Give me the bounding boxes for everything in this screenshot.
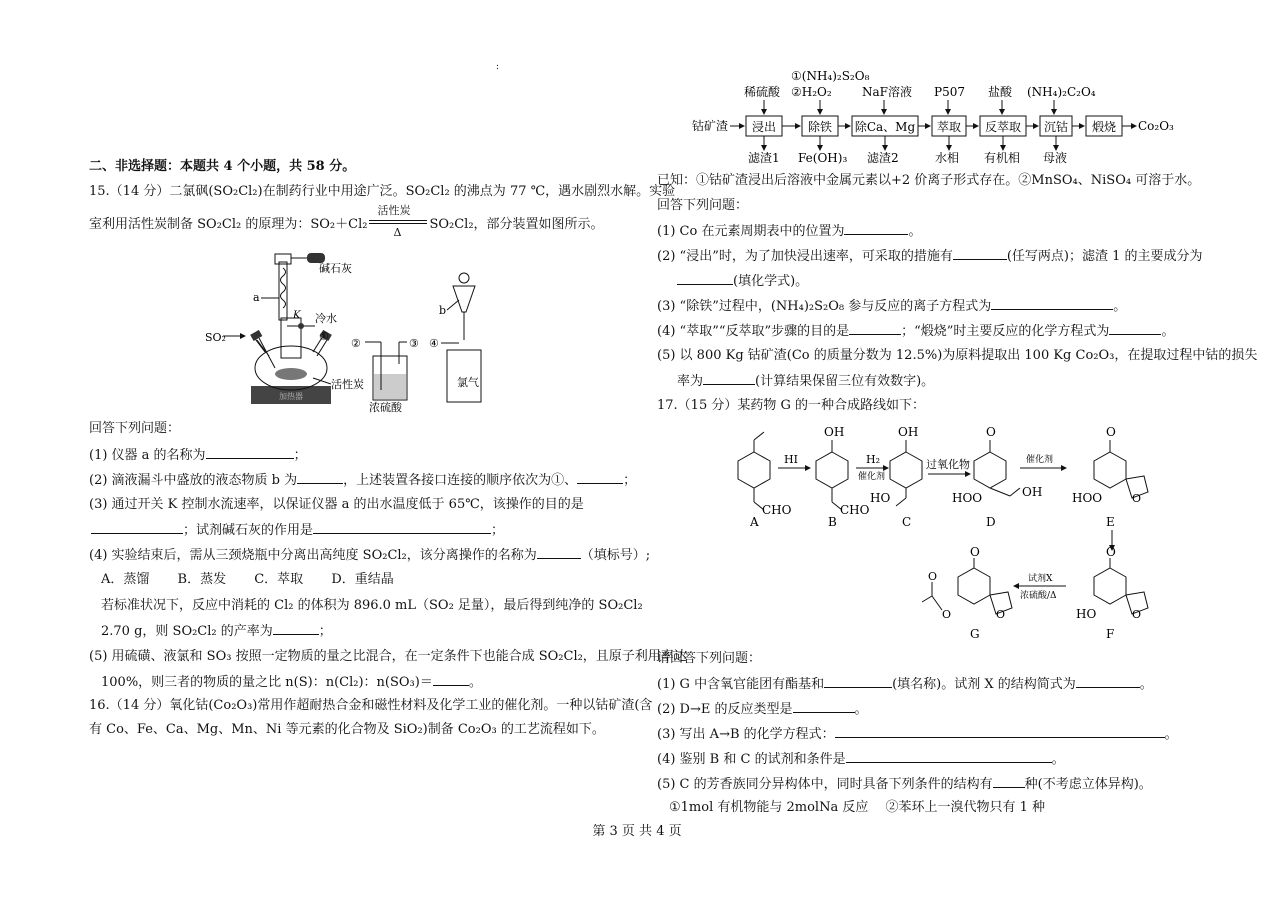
- q16-part4: [657, 322, 1174, 341]
- q16-part3: [657, 297, 1126, 316]
- q16-p2-text-mid: (任写两点)；滤渣 1 的主要成分为: [1006, 249, 1203, 264]
- q16-p4-end: 。: [1161, 324, 1175, 339]
- step-back-extraction-label: 反萃取: [984, 120, 1022, 134]
- label-g: G: [970, 627, 980, 641]
- q15-part5a: (5) 用硫磺、液氯和 SO₃ 按照一定物质的量之比混合，在一定条件下也能合成 SO₂Cl₂，且原子利用率达: [89, 649, 687, 664]
- q15-p2-end: ；: [623, 473, 637, 488]
- reagent-peroxide: 过氧化物: [926, 458, 970, 471]
- q15-part4a: [89, 546, 650, 565]
- compound-e: [1072, 425, 1148, 529]
- q15-part2: [89, 471, 636, 490]
- q16-known: 已知：①钴矿渣浸出后溶液中金属元素以+2 价离子形式存在。②MnSO₄、NiSO₄ 可溶于水。: [657, 173, 1201, 188]
- step-iron-removal-label: 除铁: [807, 120, 833, 134]
- q16-part5b: [677, 372, 934, 391]
- q16-p2-text: (2) “浸出”时，为了加快浸出速率，可采取的措施有: [657, 249, 953, 264]
- g-o-carbonyl: O: [928, 570, 938, 583]
- q17-p1-blank-group[interactable]: [824, 675, 892, 688]
- heater-label: 加热器: [279, 392, 303, 401]
- q15-p4c-end: ；: [318, 624, 332, 639]
- q16-intro-line1: 16.（14 分）氧化钴(Co₂O₃)常用作超耐热合金和磁性材料及化学工业的催化剂。一种以钴矿渣(含: [89, 698, 653, 713]
- reaction-condition-top: 活性炭: [377, 204, 411, 217]
- step-ca-mg-removal-label: 除Ca、Mg: [854, 120, 916, 134]
- reagent-p507: P507: [934, 85, 965, 99]
- q16-p3-blank[interactable]: [991, 297, 1113, 310]
- apparatus-diagram: [195, 248, 515, 413]
- q15-p4c-text: 2.70 g，则 SO₂Cl₂ 的产率为: [101, 624, 273, 639]
- reagent-naf: NaF溶液: [862, 85, 912, 99]
- q17-p3-text: (3) 写出 A→B 的化学方程式：: [657, 727, 835, 742]
- q15-p3-blank-purpose[interactable]: [91, 521, 183, 534]
- label-b: b: [439, 304, 447, 317]
- flow-start: 钴矿渣: [692, 119, 729, 133]
- q17-p5-text: (5) C 的芳香族同分异构体中，同时具备下列条件的结构有: [657, 777, 993, 792]
- q15-part3a: (3) 通过开关 K 控制水流速率，以保证仪器 a 的出水温度低于 65℃，该操作的目的是: [89, 497, 584, 512]
- so2-label: SO₂: [205, 331, 226, 344]
- step-calcination-label: 煅烧: [1091, 120, 1117, 134]
- q15-intro-line1: 15.（14 分）二氯砜(SO₂Cl₂)在制药行业中用途广泛。SO₂Cl₂ 的沸点为 77 ℃，遇水剧烈水解。实验: [89, 184, 676, 199]
- reagent-h2o2: ②H₂O₂: [791, 85, 832, 99]
- section-title: 二、非选择题：本题共 4 个小题，共 58 分。: [89, 159, 356, 174]
- q17-p1-blank-x[interactable]: [1076, 675, 1140, 688]
- reagent-hi: HI: [784, 453, 798, 466]
- reagent-catalyst-bc: 催化剂: [858, 472, 886, 482]
- q15-p5b-text: 100%，则三者的物质的量之比 n(S)：n(Cl₂)：n(SO₃)＝: [101, 675, 433, 690]
- q16-p3-end: 。: [1113, 299, 1127, 314]
- q15-p4-text: (4) 实验结束后，需从三颈烧瓶中分离出高纯度 SO₂Cl₂，该分离操作的名称为: [89, 548, 537, 563]
- q17-p5-end: 种(不考虑立体异构)。: [1024, 777, 1152, 792]
- q17-p4-end: 。: [1051, 752, 1065, 767]
- q15-p2-text2: ，上述装置各接口连接的顺序依次为①、: [343, 473, 578, 488]
- q16-p4-blank-equation[interactable]: [1109, 322, 1161, 335]
- b-cho: CHO: [840, 503, 870, 517]
- output-aqueous: 水相: [935, 151, 960, 165]
- q16-part2b: [677, 272, 808, 291]
- q16-p5-blank[interactable]: [703, 372, 755, 385]
- q17-intro: 17.（15 分）某药物 G 的一种合成路线如下：: [657, 398, 925, 413]
- q15-p1-blank[interactable]: [206, 446, 294, 459]
- q15-equation-left: 室利用活性炭制备 SO₂Cl₂ 的原理为：SO₂＋Cl₂: [89, 217, 368, 232]
- reagent-ammonium-persulfate: ①(NH₄)₂S₂O₈: [791, 69, 870, 83]
- process-flowchart: [690, 64, 1180, 170]
- reaction-arrow: [367, 204, 429, 239]
- q16-part5a: (5) 以 800 Kg 钴矿渣(Co 的质量分数为 12.5%)为原料提取出 100 Kg Co₂O₃，在提取过程中钴的损失: [657, 348, 1258, 363]
- port-1: ①: [319, 330, 329, 343]
- q17-p1-text: (1) G 中含氧官能团有酯基和: [657, 677, 825, 692]
- step-cobalt-precipitation-label: 沉钴: [1043, 120, 1069, 134]
- option-c[interactable]: C．萃取: [254, 572, 304, 587]
- f-o-top: O: [1106, 545, 1116, 559]
- c-oh-top: OH: [898, 425, 919, 439]
- reagent-catalyst-de: 催化剂: [1026, 455, 1054, 465]
- label-a: A: [750, 515, 759, 529]
- g-o-top: O: [970, 545, 980, 559]
- q17-p2-text: (2) D→E 的反应类型是: [657, 702, 793, 717]
- label-b: B: [828, 515, 837, 529]
- option-b[interactable]: B．蒸发: [177, 572, 227, 587]
- g-o-ester: O: [942, 608, 952, 621]
- q17-p5-blank[interactable]: [993, 775, 1025, 788]
- q15-p2-text: (2) 滴液漏斗中盛放的液态物质 b 为: [89, 473, 298, 488]
- label-f: F: [1106, 627, 1115, 641]
- f-ho: HO: [1076, 607, 1097, 621]
- e-o-top: O: [1106, 425, 1116, 439]
- q17-p3-end: 。: [1164, 727, 1178, 742]
- q16-answer-prompt: 回答下列问题：: [657, 198, 749, 213]
- q15-p3-text2: ；试剂碱石灰的作用是: [183, 523, 314, 538]
- dropping-funnel: [453, 286, 475, 312]
- cold-water-label: 冷水: [315, 312, 337, 325]
- reagent-x: 试剂X: [1028, 574, 1053, 584]
- activated-carbon-label: 活性炭: [331, 378, 364, 391]
- reagent-conc-h2so4: 浓硫酸/Δ: [1020, 591, 1057, 601]
- q17-p1-text-mid: (填名称)。试剂 X 的结构简式为: [892, 677, 1076, 692]
- q16-p1-end: 。: [908, 224, 922, 239]
- e-hoo: HOO: [1072, 491, 1103, 505]
- flow-product: Co₂O₃: [1138, 119, 1174, 133]
- q17-p4-blank[interactable]: [846, 750, 1052, 763]
- q15-equation-right: SO₂Cl₂，部分装置如图所示。: [429, 217, 604, 232]
- soda-lime-label: 碱石灰: [319, 262, 352, 275]
- q15-part1: [89, 446, 307, 465]
- q16-part1: [657, 222, 921, 241]
- q15-part3b: [89, 521, 504, 540]
- reagent-ammonium-oxalate: (NH₄)₂C₂O₄: [1027, 85, 1096, 99]
- q17-p1-end: 。: [1139, 677, 1153, 692]
- q15-p5-end: 。: [468, 675, 482, 690]
- compound-f: [1076, 545, 1148, 641]
- d-o: O: [986, 425, 996, 439]
- step-leach-label: 浸出: [751, 120, 777, 134]
- option-d[interactable]: D．重结晶: [331, 572, 394, 587]
- a-cho: CHO: [762, 503, 792, 517]
- q17-part5-conditions: ①1mol 有机物能与 2molNa 反应 ②苯环上一溴代物只有 1 种: [669, 800, 1046, 815]
- label-d: D: [986, 515, 996, 529]
- q17-part1: [657, 675, 1153, 694]
- label-c: C: [902, 515, 912, 529]
- d-hoo: HOO: [952, 491, 983, 505]
- q15-p4-blank-method[interactable]: [537, 546, 581, 559]
- label-a: a: [253, 291, 260, 304]
- reagent-hcl: 盐酸: [988, 85, 1013, 99]
- q17-p3-blank[interactable]: [835, 725, 1165, 738]
- q17-part5: [657, 775, 1152, 794]
- q16-p2-blank-measures[interactable]: [953, 247, 1007, 260]
- q17-p2-end: 。: [854, 702, 868, 717]
- output-residue2: 滤渣2: [867, 151, 899, 165]
- q15-p4-blank-yield[interactable]: [273, 622, 319, 635]
- top-mark: :: [496, 62, 500, 72]
- reaction-condition-bottom: Δ: [393, 226, 402, 239]
- output-residue1: 滤渣1: [748, 151, 780, 165]
- q16-p4-text-mid: ；“煅烧”时主要反应的化学方程式为: [901, 324, 1110, 339]
- q16-p1-blank[interactable]: [844, 222, 908, 235]
- g-o-ring: O: [996, 608, 1006, 621]
- port-4: ④: [429, 337, 439, 350]
- q16-p5b-text: 率为: [677, 374, 704, 389]
- q16-p1-text: (1) Co 在元素周期表中的位置为: [657, 224, 845, 239]
- condenser-a: [279, 262, 287, 320]
- q17-part3: [657, 725, 1178, 744]
- q15-p4-text-end: （填标号）;: [580, 548, 651, 563]
- synthesis-route: [720, 418, 1190, 654]
- q15-intro-line2: [89, 204, 604, 239]
- output-mother-liquor: 母液: [1043, 151, 1068, 165]
- q15-p3-blank-soda[interactable]: [313, 521, 491, 534]
- q16-p4-text: (4) “萃取”“反萃取”步骤的目的是: [657, 324, 850, 339]
- chlorine-label: 氯气: [457, 376, 479, 389]
- q15-p2-blank-b[interactable]: [297, 471, 343, 484]
- label-e: E: [1106, 515, 1115, 529]
- q15-p3-end: ；: [491, 523, 505, 538]
- compound-a: [738, 432, 792, 529]
- output-fe-oh3: Fe(OH)₃: [798, 151, 848, 165]
- label-k: K: [293, 310, 301, 321]
- q16-p5-end: (计算结果保留三位有效数字)。: [755, 374, 935, 389]
- q15-p2-blank-order[interactable]: [577, 471, 623, 484]
- c-ho: HO: [870, 491, 891, 505]
- reagent-dilute-h2so4: 稀硫酸: [744, 85, 781, 99]
- q15-part4b: 若标准状况下，反应中消耗的 Cl₂ 的体积为 896.0 mL（SO₂ 足量），最后得到纯净的 SO₂Cl₂: [101, 598, 643, 613]
- q15-part4c: [101, 622, 332, 641]
- port-2: ②: [351, 337, 361, 350]
- d-oh: OH: [1022, 485, 1043, 499]
- q17-part2: [657, 700, 868, 719]
- q15-options: [101, 571, 394, 589]
- e-o-ring: O: [1132, 492, 1142, 505]
- q15-p5-blank-ratio[interactable]: [433, 673, 469, 686]
- output-organic: 有机相: [984, 151, 1021, 165]
- q17-part4: [657, 750, 1065, 769]
- q17-p2-blank[interactable]: [793, 700, 855, 713]
- q16-p4-blank-purpose[interactable]: [849, 322, 901, 335]
- q16-p3-text: (3) “除铁”过程中，(NH₄)₂S₂O₈ 参与反应的离子方程式为: [657, 299, 992, 314]
- q17-prompt: 请回答下列问题：: [657, 651, 762, 666]
- compound-g: [922, 545, 1012, 641]
- step-extraction-label: 萃取: [936, 120, 962, 134]
- q15-part5b: [101, 673, 482, 692]
- option-a[interactable]: A．蒸馏: [101, 572, 150, 587]
- conc-sulfuric-label: 浓硫酸: [369, 401, 402, 413]
- compound-d: [952, 425, 1042, 529]
- reagent-h2: H₂: [866, 453, 881, 466]
- q17-p4-text: (4) 鉴别 B 和 C 的试剂和条件是: [657, 752, 846, 767]
- q15-answer-prompt: 回答下列问题：: [89, 421, 181, 436]
- q16-intro-line2: 有 Co、Fe、Ca、Mg、Mn、Ni 等元素的化合物及 SiO₂)制备 Co₂O₃ 的工艺流程如下。: [89, 722, 605, 737]
- port-3: ③: [409, 337, 419, 350]
- q15-p1-end: ；: [293, 448, 307, 463]
- q15-p1-text: (1) 仪器 a 的名称为: [89, 448, 206, 463]
- q16-part2a: [657, 247, 1203, 266]
- page-footer: 第 3 页 共 4 页: [592, 824, 682, 839]
- f-o-ring: O: [1132, 608, 1142, 621]
- b-oh: OH: [824, 425, 845, 439]
- q16-p2-end: (填化学式)。: [733, 274, 809, 289]
- q16-p2-blank-residue[interactable]: [677, 272, 733, 285]
